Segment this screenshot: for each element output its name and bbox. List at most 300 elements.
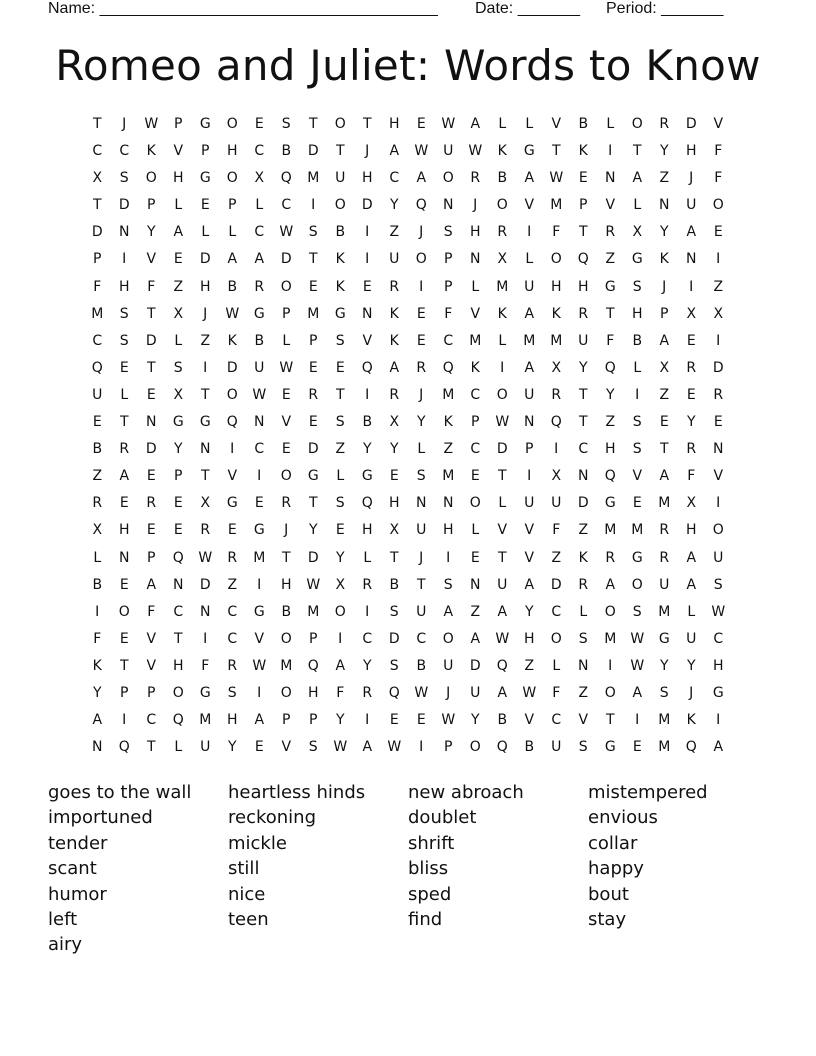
grid-letter: Q xyxy=(415,197,428,214)
grid-letter: O xyxy=(334,197,347,214)
grid-letter: B xyxy=(362,414,373,431)
grid-letter: H xyxy=(685,143,698,160)
grid-letter: O xyxy=(145,170,158,187)
grid-letter: P xyxy=(228,197,237,214)
grid-letter: P xyxy=(120,684,129,701)
grid-letter: O xyxy=(550,251,563,268)
grid-letter: D xyxy=(361,197,374,214)
grid-letter: V xyxy=(632,468,643,485)
grid-letter: W xyxy=(198,549,213,566)
grid-letter: W xyxy=(468,143,483,160)
grid-letter: N xyxy=(92,739,103,756)
grid-letter: E xyxy=(173,522,184,539)
grid-letter: I xyxy=(554,441,559,458)
grid-letter: O xyxy=(604,603,617,620)
grid-letter: A xyxy=(173,224,184,241)
grid-letter: M xyxy=(91,305,104,322)
grid-letter: L xyxy=(498,332,507,349)
grid-letter: X xyxy=(497,251,508,268)
grid-letter: B xyxy=(281,603,292,620)
grid-letter: A xyxy=(524,359,535,376)
word-bank xyxy=(48,782,778,960)
grid-letter: V xyxy=(713,468,724,485)
grid-letter: C xyxy=(389,170,400,187)
grid-letter: K xyxy=(227,332,238,349)
grid-letter: D xyxy=(307,143,320,160)
grid-letter: X xyxy=(173,305,184,322)
grid-letter: E xyxy=(416,332,427,349)
grid-letter: I xyxy=(500,359,505,376)
grid-letter: A xyxy=(524,576,535,593)
grid-letter: G xyxy=(712,684,725,701)
grid-letter: J xyxy=(419,224,424,241)
grid-letter: D xyxy=(226,359,239,376)
grid-letter: A xyxy=(389,359,400,376)
grid-letter: A xyxy=(659,332,670,349)
grid-letter: E xyxy=(416,116,427,132)
grid-letter: R xyxy=(254,278,265,295)
grid-letter: Q xyxy=(442,359,455,376)
grid-letter: W xyxy=(306,576,321,593)
grid-letter: N xyxy=(443,197,454,214)
grid-letter: H xyxy=(631,305,644,322)
grid-letter: S xyxy=(119,305,130,322)
grid-letter: Y xyxy=(686,657,697,674)
grid-letter: Z xyxy=(335,441,346,458)
grid-letter: P xyxy=(93,251,102,268)
grid-letter: R xyxy=(659,116,670,132)
grid-letter: Z xyxy=(200,332,211,349)
grid-letter: F xyxy=(201,657,210,674)
grid-letter: Z xyxy=(443,441,454,458)
grid-letter: S xyxy=(389,603,400,620)
grid-letter: Y xyxy=(308,522,319,539)
grid-letter: N xyxy=(119,549,130,566)
grid-letter: P xyxy=(201,143,210,160)
grid-letter: S xyxy=(119,332,130,349)
grid-letter: R xyxy=(659,549,670,566)
word-bank-item: happy xyxy=(588,858,644,880)
grid-letter: U xyxy=(524,495,535,512)
word-bank-item: left xyxy=(48,908,78,930)
grid-letter: S xyxy=(335,332,346,349)
grid-letter: U xyxy=(443,143,454,160)
grid-letter: K xyxy=(578,549,589,566)
grid-letter: V xyxy=(362,332,373,349)
grid-letter: U xyxy=(470,684,481,701)
grid-letter: J xyxy=(419,386,424,403)
grid-letter: C xyxy=(254,441,265,458)
grid-letter: G xyxy=(199,684,212,701)
grid-letter: M xyxy=(496,278,509,295)
grid-letter: A xyxy=(524,305,535,322)
grid-letter: Y xyxy=(389,441,400,458)
grid-letter: R xyxy=(200,522,211,539)
grid-letter: L xyxy=(255,197,264,214)
grid-letter: D xyxy=(199,251,212,268)
grid-letter: S xyxy=(713,576,724,593)
grid-letter: K xyxy=(389,332,400,349)
grid-letter: T xyxy=(308,495,319,512)
grid-letter: B xyxy=(524,739,535,756)
grid-letter: S xyxy=(578,739,589,756)
grid-letter: U xyxy=(389,251,400,268)
header-fields xyxy=(48,0,738,20)
grid-letter: R xyxy=(713,386,724,403)
grid-letter: L xyxy=(552,657,561,674)
grid-letter: A xyxy=(524,170,535,187)
grid-letter: F xyxy=(552,522,561,539)
grid-letter: L xyxy=(120,386,129,403)
grid-letter: Q xyxy=(604,468,617,485)
grid-letter: O xyxy=(334,116,347,132)
grid-letter: C xyxy=(173,603,184,620)
word-bank-item: stay xyxy=(588,908,627,930)
grid-letter: E xyxy=(281,441,292,458)
grid-letter: O xyxy=(226,170,239,187)
grid-letter: N xyxy=(119,224,130,241)
grid-letter: G xyxy=(253,603,266,620)
grid-letter: D xyxy=(307,549,320,566)
grid-letter: A xyxy=(605,576,616,593)
grid-letter: F xyxy=(444,305,453,322)
grid-letter: Q xyxy=(226,414,239,431)
grid-letter: C xyxy=(362,630,373,647)
grid-letter: Q xyxy=(388,684,401,701)
grid-letter: C xyxy=(119,143,130,160)
grid-letter: J xyxy=(203,305,208,322)
grid-letter: J xyxy=(473,197,478,214)
grid-letter: M xyxy=(550,197,563,214)
grid-letter: P xyxy=(525,441,534,458)
grid-letter: S xyxy=(119,170,130,187)
grid-letter: R xyxy=(578,576,589,593)
grid-letter: G xyxy=(199,414,212,431)
grid-letter: K xyxy=(659,251,670,268)
grid-letter: B xyxy=(497,712,508,729)
grid-letter: O xyxy=(226,386,239,403)
grid-letter: H xyxy=(226,143,239,160)
grid-letter: L xyxy=(336,468,345,485)
grid-letter: Y xyxy=(362,441,373,458)
grid-letter: I xyxy=(365,712,370,729)
grid-letter: P xyxy=(579,197,588,214)
grid-letter: D xyxy=(685,116,698,132)
grid-letter: T xyxy=(578,414,589,431)
grid-letter: R xyxy=(146,495,157,512)
grid-letter: C xyxy=(227,603,238,620)
grid-letter: A xyxy=(254,251,265,268)
grid-letter: Y xyxy=(335,549,346,566)
grid-letter: M xyxy=(469,332,482,349)
grid-letter: X xyxy=(173,386,184,403)
grid-letter: I xyxy=(635,712,640,729)
grid-letter: E xyxy=(200,197,211,214)
grid-letter: I xyxy=(608,657,613,674)
grid-letter: W xyxy=(252,386,267,403)
word-bank-item: bliss xyxy=(408,858,449,880)
grid-letter: E xyxy=(146,386,157,403)
grid-letter: I xyxy=(203,630,208,647)
grid-letter: A xyxy=(92,712,103,729)
grid-letter: A xyxy=(362,739,373,756)
grid-letter: L xyxy=(579,603,588,620)
grid-letter: S xyxy=(443,224,454,241)
grid-letter: G xyxy=(199,116,212,132)
grid-letter: O xyxy=(604,684,617,701)
grid-letter: G xyxy=(226,495,239,512)
grid-letter: I xyxy=(689,278,694,295)
grid-letter: H xyxy=(199,278,212,295)
grid-letter: X xyxy=(200,495,211,512)
grid-letter: F xyxy=(147,603,156,620)
grid-letter: A xyxy=(497,684,508,701)
grid-letter: M xyxy=(307,305,320,322)
grid-letter: O xyxy=(334,603,347,620)
grid-letter: Y xyxy=(335,712,346,729)
grid-letter: X xyxy=(659,359,670,376)
grid-letter: L xyxy=(687,603,696,620)
grid-letter: Q xyxy=(307,657,320,674)
grid-letter: G xyxy=(361,468,374,485)
grid-letter: E xyxy=(713,224,724,241)
grid-letter: O xyxy=(712,522,725,539)
grid-letter: U xyxy=(578,332,589,349)
grid-letter: R xyxy=(362,576,373,593)
grid-letter: Y xyxy=(524,603,535,620)
grid-letter: C xyxy=(254,143,265,160)
grid-letter: F xyxy=(606,332,615,349)
grid-letter: B xyxy=(632,332,643,349)
grid-letter: A xyxy=(119,468,130,485)
grid-letter: V xyxy=(578,712,589,729)
grid-letter: E xyxy=(119,495,130,512)
grid-letter: E xyxy=(416,712,427,729)
grid-letter: P xyxy=(147,197,156,214)
grid-letter: H xyxy=(118,278,131,295)
grid-letter: S xyxy=(335,414,346,431)
grid-letter: W xyxy=(711,603,726,620)
grid-letter: H xyxy=(172,170,185,187)
grid-letter: E xyxy=(119,359,130,376)
grid-letter: Q xyxy=(604,359,617,376)
grid-letter: E xyxy=(659,414,670,431)
grid-letter: H xyxy=(361,170,374,187)
grid-letter: D xyxy=(550,576,563,593)
grid-letter: R xyxy=(686,359,697,376)
grid-letter: P xyxy=(309,630,318,647)
grid-letter: Y xyxy=(578,359,589,376)
grid-letter: W xyxy=(387,739,402,756)
grid-letter: H xyxy=(550,278,563,295)
grid-letter: X xyxy=(713,305,724,322)
grid-letter: S xyxy=(335,495,346,512)
grid-letter: B xyxy=(389,576,400,593)
grid-letter: H xyxy=(685,522,698,539)
grid-letter: I xyxy=(608,143,613,160)
grid-letter: V xyxy=(524,549,535,566)
grid-letter: J xyxy=(446,684,451,701)
grid-letter: P xyxy=(147,684,156,701)
word-bank-item: sped xyxy=(408,883,452,905)
grid-letter: R xyxy=(497,224,508,241)
grid-letter: C xyxy=(713,630,724,647)
grid-letter: G xyxy=(199,170,212,187)
grid-letter: J xyxy=(689,684,694,701)
grid-letter: H xyxy=(523,630,536,647)
grid-letter: L xyxy=(633,197,642,214)
grid-letter: G xyxy=(658,630,671,647)
grid-letter: R xyxy=(308,386,319,403)
grid-letter: W xyxy=(279,224,294,241)
grid-letter: Z xyxy=(578,522,589,539)
grid-letter: S xyxy=(659,684,670,701)
word-bank-item: heartless hinds xyxy=(228,782,366,803)
grid-letter: R xyxy=(92,495,103,512)
grid-letter: M xyxy=(280,657,293,674)
grid-letter: G xyxy=(604,495,617,512)
grid-letter: Z xyxy=(605,414,616,431)
word-bank-item: envious xyxy=(588,807,658,829)
grid-letter: Q xyxy=(172,712,185,729)
grid-letter: Y xyxy=(389,197,400,214)
grid-letter: S xyxy=(632,441,643,458)
grid-letter: V xyxy=(524,712,535,729)
grid-letter: Q xyxy=(118,739,131,756)
grid-letter: B xyxy=(281,143,292,160)
grid-letter: H xyxy=(226,712,239,729)
grid-letter: I xyxy=(716,251,721,268)
grid-letter: G xyxy=(253,522,266,539)
word-bank-item: bout xyxy=(588,883,629,905)
grid-letter: Q xyxy=(577,251,590,268)
grid-letter: L xyxy=(498,116,507,132)
grid-letter: A xyxy=(416,170,427,187)
grid-letter: F xyxy=(93,630,102,647)
word-bank-item: doublet xyxy=(408,807,477,829)
grid-letter: Z xyxy=(470,603,481,620)
grid-letter: N xyxy=(362,305,373,322)
grid-letter: D xyxy=(388,630,401,647)
grid-letter: W xyxy=(522,684,537,701)
grid-letter: D xyxy=(577,495,590,512)
grid-letter: H xyxy=(442,522,455,539)
grid-letter: G xyxy=(334,305,347,322)
grid-letter: V xyxy=(524,522,535,539)
grid-letter: D xyxy=(91,224,104,241)
grid-letter: J xyxy=(662,278,667,295)
grid-letter: A xyxy=(713,739,724,756)
grid-letter: U xyxy=(551,495,562,512)
grid-letter: T xyxy=(92,116,103,132)
grid-letter: E xyxy=(281,386,292,403)
grid-letter: I xyxy=(257,576,262,593)
word-bank-item: airy xyxy=(48,934,83,956)
grid-letter: W xyxy=(414,684,429,701)
grid-letter: O xyxy=(280,630,293,647)
grid-letter: O xyxy=(496,197,509,214)
grid-letter: Y xyxy=(686,414,697,431)
grid-letter: Q xyxy=(91,359,104,376)
grid-letter: K xyxy=(686,712,697,729)
grid-letter: W xyxy=(630,630,645,647)
grid-letter: N xyxy=(173,576,184,593)
grid-letter: Z xyxy=(173,278,184,295)
grid-letter: U xyxy=(524,386,535,403)
grid-letter: K xyxy=(551,305,562,322)
grid-letter: U xyxy=(686,630,697,647)
grid-letter: U xyxy=(416,522,427,539)
grid-letter: R xyxy=(578,305,589,322)
grid-letter: E xyxy=(686,386,697,403)
grid-letter: E xyxy=(389,712,400,729)
grid-letter: A xyxy=(686,576,697,593)
grid-letter: M xyxy=(604,522,617,539)
grid-letter: E xyxy=(173,495,184,512)
word-bank-item: goes to the wall xyxy=(48,782,192,803)
grid-letter: Y xyxy=(659,224,670,241)
grid-letter: I xyxy=(230,441,235,458)
grid-letter: E xyxy=(173,251,184,268)
grid-letter: B xyxy=(578,116,589,132)
grid-letter: T xyxy=(605,712,616,729)
grid-letter: E xyxy=(686,332,697,349)
grid-letter: W xyxy=(414,143,429,160)
grid-letter: D xyxy=(199,576,212,593)
grid-letter: H xyxy=(469,224,482,241)
grid-letter: H xyxy=(604,441,617,458)
grid-letter: Q xyxy=(550,414,563,431)
grid-letter: R xyxy=(686,441,697,458)
grid-letter: R xyxy=(605,224,616,241)
grid-letter: K xyxy=(578,143,589,160)
grid-letter: H xyxy=(361,522,374,539)
grid-letter: I xyxy=(527,468,532,485)
grid-letter: F xyxy=(552,684,561,701)
grid-letter: I xyxy=(365,386,370,403)
grid-letter: N xyxy=(200,603,211,620)
grid-letter: O xyxy=(496,386,509,403)
grid-letter: P xyxy=(309,712,318,729)
grid-letter: O xyxy=(172,684,185,701)
grid-letter: T xyxy=(308,251,319,268)
grid-letter: H xyxy=(388,495,401,512)
grid-letter: Z xyxy=(605,251,616,268)
grid-letter: E xyxy=(254,495,265,512)
grid-letter: H xyxy=(388,116,401,132)
grid-letter: J xyxy=(122,116,127,132)
grid-letter: T xyxy=(281,549,292,566)
grid-letter: F xyxy=(93,278,102,295)
grid-letter: L xyxy=(174,197,183,214)
grid-letter: F xyxy=(552,224,561,241)
grid-letter: D xyxy=(307,441,320,458)
grid-letter: M xyxy=(658,712,671,729)
grid-letter: U xyxy=(713,549,724,566)
grid-letter: I xyxy=(203,359,208,376)
grid-letter: Z xyxy=(659,386,670,403)
grid-letter: K xyxy=(443,414,454,431)
grid-letter: L xyxy=(201,224,210,241)
grid-letter: M xyxy=(442,468,455,485)
grid-letter: L xyxy=(282,332,291,349)
grid-letter: U xyxy=(254,359,265,376)
grid-letter: T xyxy=(308,116,319,132)
grid-letter: T xyxy=(362,116,373,132)
grid-letter: L xyxy=(93,549,102,566)
grid-letter: Z xyxy=(551,549,562,566)
grid-letter: E xyxy=(146,522,157,539)
